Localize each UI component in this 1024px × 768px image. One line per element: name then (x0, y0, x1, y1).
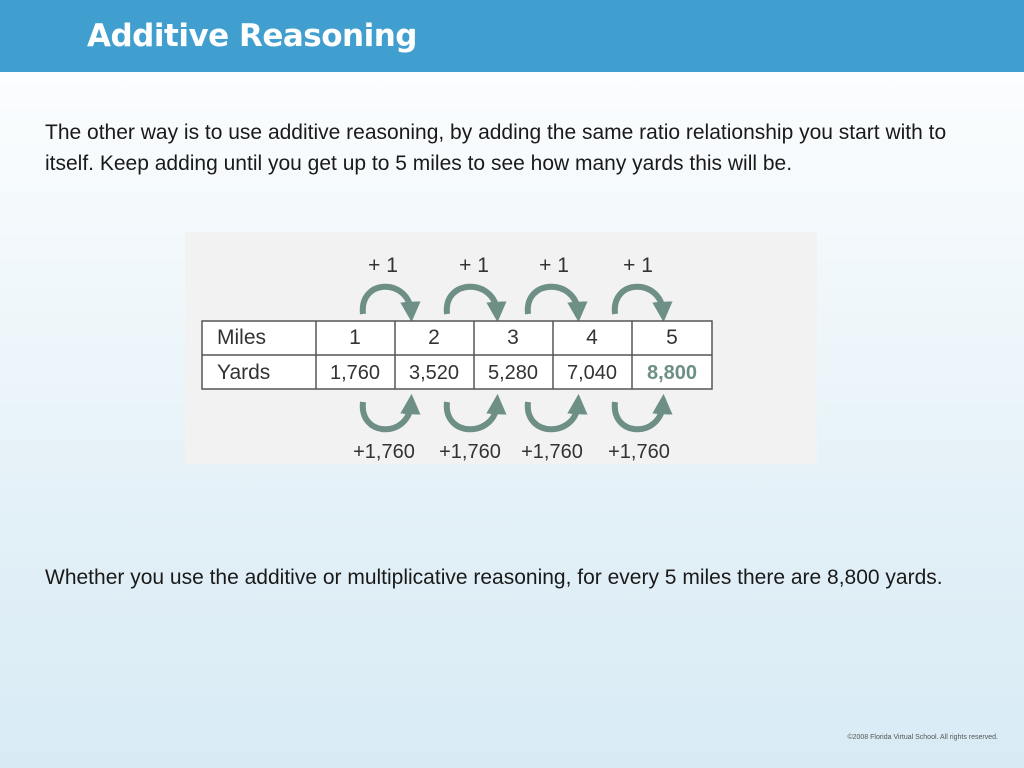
yards-cell-highlight: 8,800 (646, 362, 698, 384)
yards-cell: 1,760 (329, 362, 381, 384)
ratio-table (202, 321, 712, 389)
miles-cell: 3 (507, 326, 519, 349)
conclusion-paragraph: Whether you use the additive or multiplicative reasoning, for every 5 miles there are 8,800 yards. (45, 566, 943, 589)
bottom-arrow-icon (447, 402, 497, 429)
copyright-notice: ©2008 Florida Virtual School. All rights reserved. (847, 734, 998, 741)
yards-cell: 3,520 (408, 362, 460, 384)
top-arrow-icon (528, 287, 578, 314)
top-increment-label: + 1 (623, 254, 653, 277)
miles-cell: 2 (428, 326, 440, 349)
top-arrow-icon (447, 287, 497, 314)
bottom-increment-label: +1,760 (608, 441, 670, 463)
title-bar (0, 0, 1024, 72)
top-arrow-icon (615, 287, 663, 314)
bottom-increment-label: +1,760 (353, 441, 415, 463)
ratio-table-diagram (185, 232, 817, 464)
miles-cell: 1 (349, 326, 361, 349)
row-header-yards: Yards (217, 361, 271, 384)
yards-cell: 5,280 (487, 362, 539, 384)
slide-title: Additive Reasoning (87, 18, 417, 54)
ratio-table-figure (185, 232, 817, 464)
miles-cell: 4 (586, 326, 598, 349)
bottom-arrow-icon (363, 402, 411, 429)
top-increment-label: + 1 (459, 254, 489, 277)
intro-paragraph: The other way is to use additive reasoning, by adding the same ratio relationship you start with to itself. Keep adding until you get up to 5 miles to see how many yards this will be. (45, 121, 947, 175)
yards-cell: 7,040 (566, 362, 618, 384)
bottom-arrow-icon (528, 402, 578, 429)
top-arrow-icon (363, 287, 411, 314)
miles-cell: 5 (666, 326, 678, 349)
row-header-miles: Miles (217, 326, 267, 349)
top-increment-label: + 1 (539, 254, 569, 277)
bottom-increment-label: +1,760 (521, 441, 583, 463)
bottom-arrow-icon (615, 402, 663, 429)
bottom-increment-label: +1,760 (439, 441, 501, 463)
top-increment-label: + 1 (368, 254, 398, 277)
